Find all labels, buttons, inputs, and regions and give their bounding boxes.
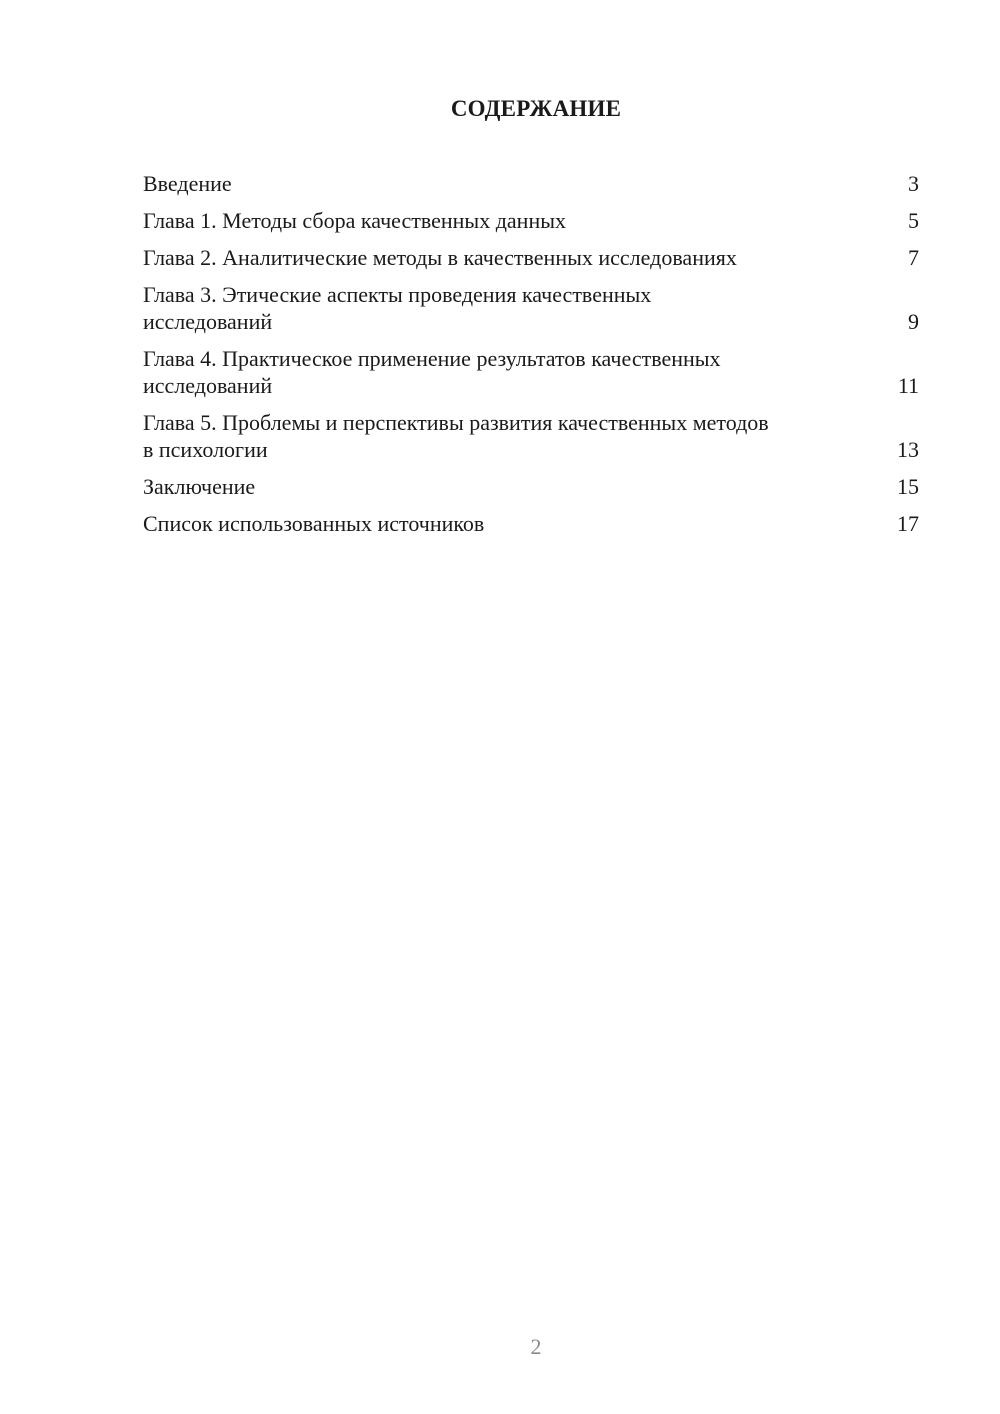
page-title: СОДЕРЖАНИЕ <box>450 96 622 121</box>
toc-entry-page-number: 17 <box>897 511 919 536</box>
toc-entry <box>143 170 919 197</box>
toc-entry-page-number: 9 <box>908 309 919 334</box>
toc-entry <box>143 409 919 463</box>
toc-entry-page-number: 7 <box>908 245 919 270</box>
toc-entry <box>143 244 919 271</box>
toc-entry-label: Список использованных источников <box>143 511 485 536</box>
page-number: 2 <box>530 1334 542 1359</box>
toc-entry-label: Глава 4. Практическое применение результатов качественных исследований <box>143 346 721 398</box>
toc-entry-page-number: 11 <box>897 373 919 398</box>
table-of-contents <box>143 170 919 547</box>
toc-entry-label: Заключение <box>143 474 256 499</box>
toc-entry <box>143 345 919 399</box>
toc-entry <box>143 510 919 537</box>
toc-entry-label: Глава 2. Аналитические методы в качественных исследованиях <box>143 245 737 270</box>
toc-entry-page-number: 15 <box>897 474 919 499</box>
toc-entry-label: Введение <box>143 171 232 196</box>
toc-entry <box>143 281 919 335</box>
toc-entry-page-number: 3 <box>908 171 919 196</box>
toc-entry-label: Глава 1. Методы сбора качественных данных <box>143 208 566 233</box>
toc-entry <box>143 473 919 500</box>
toc-entry-label: Глава 3. Этические аспекты проведения качественных исследований <box>143 282 652 334</box>
toc-entry-page-number: 5 <box>908 208 919 233</box>
toc-entry-label: Глава 5. Проблемы и перспективы развития качественных методов в психологии <box>143 410 769 462</box>
toc-entry <box>143 207 919 234</box>
toc-entry-page-number: 13 <box>897 437 919 462</box>
